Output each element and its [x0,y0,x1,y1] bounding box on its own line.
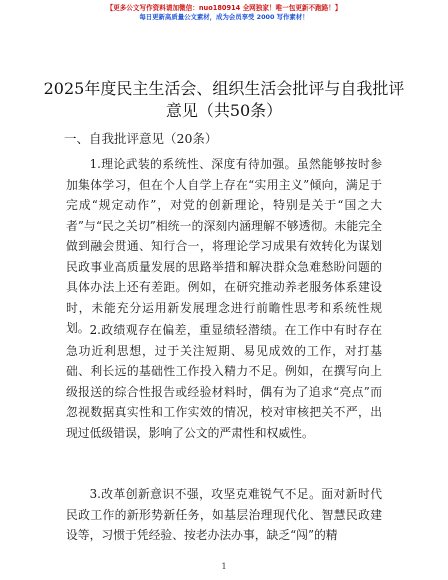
paragraph-3: 3.改革创新意识不强，攻坚克难锐气不足。面对新时代民政工作的新形势新任务，如基层治理现代化、智慧民政建设等，习惯于凭经验、按老办法办事，缺乏“闯”的精 [66,487,382,542]
paragraph-1: 1.理论武装的系统性、深度有待加强。虽然能够按时参加集体学习，但在个人自学上存在“实用主义”倾向，满足于完成“规定动作”，对党的创新理论，特别是关于“国之大者”与“民之关切”相统一的深刻内涵理解不够透彻。未能完全做到融会贯通、知行合一，将理论学习成果有效转化为谋划民政事业高质量发展的思路举措和解决群众急难愁盼问题的具体办法上还有差距。例如，在研究推动养老服务体系建设时，未能充分运用新发展理念进行前瞻性思考和系统性规划。 [66,157,382,335]
paragraph-2: 2.政绩观存在偏差，重显绩轻潜绩。在工作中有时存在急功近利思想，过于关注短期、易见成效的工作，对打基础、利长远的基础性工作投入精力不足。例如，在撰写向上级报送的综合性报告或经验材料时，偶有为了追求“亮点”而忽视数据真实性和工作实效的情况，校对审核把关不严，出现过低级错误，影响了公文的严肃性和权威性。 [66,323,382,440]
promo-banner [0,4,448,22]
document-title: 2025年度民主生活会、组织生活会批评与自我批评意见（共50条） [43,79,405,120]
promo-banner-line1: 【更多公文写作资料请加微信：nuo180914 全网独家！唯一包更新不跑路！】 [106,4,342,12]
promo-banner-line2: 每日更新高质量公文素材，成为会员享受 2000 写作素材！ [139,13,309,21]
section-heading: 一、自我批评意见（20条） [64,131,218,146]
page-number: 1 [221,562,227,571]
